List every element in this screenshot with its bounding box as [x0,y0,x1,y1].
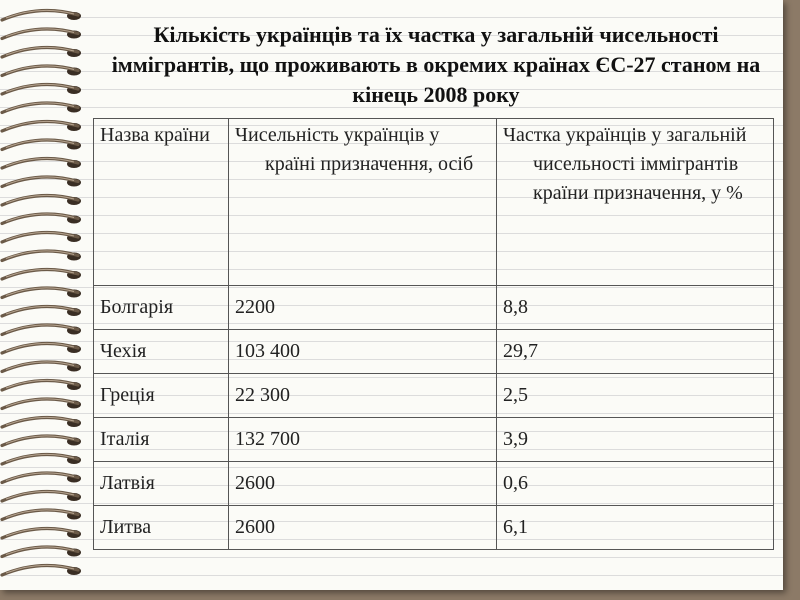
header-count: Чисельність українців у країні призначення, осіб [229,119,497,286]
table-header-row [94,119,774,286]
cell-count: 22 300 [229,374,497,418]
spiral-binding-icon [0,0,90,590]
table-row [94,374,774,418]
cell-country: Литва [94,506,229,550]
cell-share: 3,9 [497,418,774,462]
cell-share: 6,1 [497,506,774,550]
table-row [94,286,774,330]
cell-count: 2600 [229,462,497,506]
cell-count: 132 700 [229,418,497,462]
cell-count: 2200 [229,286,497,330]
cell-country: Греція [94,374,229,418]
cell-share: 2,5 [497,374,774,418]
data-table [93,118,774,550]
cell-share: 29,7 [497,330,774,374]
table-row [94,418,774,462]
cell-count: 103 400 [229,330,497,374]
cell-country: Італія [94,418,229,462]
header-country: Назва країни [94,119,229,286]
cell-share: 0,6 [497,462,774,506]
header-share: Частка українців у загальній чисельності іммігрантів країни призначення, у % [497,119,774,286]
cell-share: 8,8 [497,286,774,330]
cell-country: Болгарія [94,286,229,330]
cell-count: 2600 [229,506,497,550]
page-title: Кількість українців та їх частка у загальній чисельності іммігрантів, що проживають в окремих країнах ЄС-27 станом на кінець 2008 року [111,22,761,107]
table-row [94,330,774,374]
cell-country: Чехія [94,330,229,374]
table-row [94,506,774,550]
table-row [94,462,774,506]
cell-country: Латвія [94,462,229,506]
